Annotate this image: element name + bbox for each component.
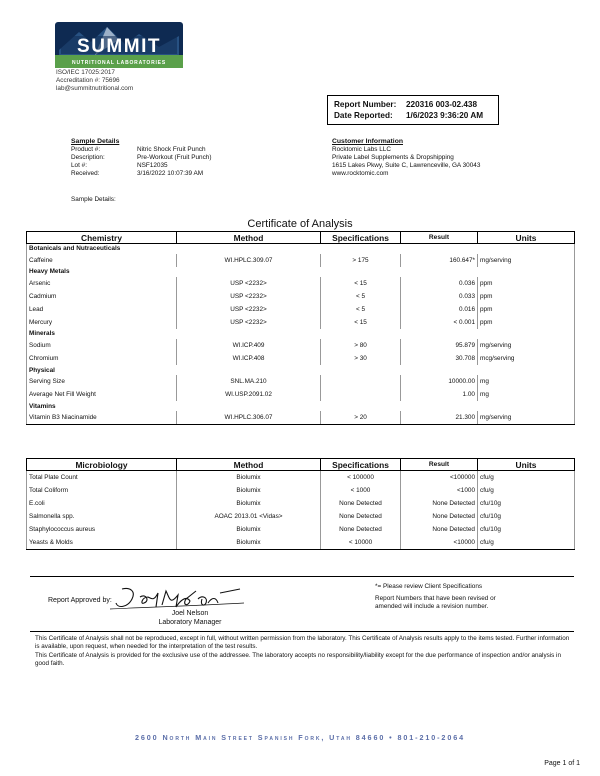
cell-name: E.coli xyxy=(27,497,177,510)
col-method: Method xyxy=(177,232,321,244)
cell-result: 30.708 xyxy=(401,352,478,365)
cell-result: 95.879 xyxy=(401,339,478,352)
cell-units: ppm xyxy=(478,290,575,303)
cell-name: Arsenic xyxy=(27,277,177,290)
sample-row xyxy=(71,146,211,154)
cell-method: USP <2232> xyxy=(177,277,321,290)
col-method: Method xyxy=(177,459,321,471)
logo-name: SUMMIT xyxy=(77,36,161,57)
customer-website[interactable]: www.rocktomic.com xyxy=(332,170,389,177)
category-label: Vitamins xyxy=(27,401,575,411)
cell-method: Biolumix xyxy=(177,497,321,510)
table-row xyxy=(27,523,575,536)
revision-note: Report Numbers that have been revised or amended will include a revision number. xyxy=(375,595,496,611)
table-row xyxy=(27,497,575,510)
cell-method: WI.HPLC.306.07 xyxy=(177,411,321,424)
cell-spec: < 5 xyxy=(321,303,401,316)
cell-result: 0.036 xyxy=(401,277,478,290)
table-row xyxy=(27,303,575,316)
sample-value: Nitric Shock Fruit Punch xyxy=(137,146,206,153)
cell-name: Chromium xyxy=(27,352,177,365)
sample-details xyxy=(71,138,211,178)
cell-units: mg/serving xyxy=(478,254,575,267)
cell-method: WI.HPLC.309.07 xyxy=(177,254,321,267)
footer-address: 2600 North Main Street Spanish Fork, Utah 84660 • 801-210-2064 xyxy=(134,733,466,742)
report-number: 220316 003-02.438 xyxy=(406,100,478,109)
table-row xyxy=(27,339,575,352)
cell-name: Serving Size xyxy=(27,375,177,388)
table-row xyxy=(27,411,575,424)
category-label: Physical xyxy=(27,365,575,375)
sample-key: Received: xyxy=(71,170,100,177)
date-reported: 1/6/2023 9:36:20 AM xyxy=(406,111,484,120)
coa-title: Certificate of Analysis xyxy=(247,218,353,230)
cell-name: Staphylococcus aureus xyxy=(27,523,177,536)
table-row xyxy=(27,290,575,303)
lab-info xyxy=(56,69,133,93)
cell-result: 10000.00 xyxy=(401,375,478,388)
table-row xyxy=(27,375,575,388)
category-label: Botanicals and Nutraceuticals xyxy=(27,244,575,254)
sample-key: Description: xyxy=(71,154,105,161)
category-row xyxy=(27,267,575,277)
cell-result: None Detected xyxy=(401,497,478,510)
cell-method: AOAC 2013.01 <Vidas> xyxy=(177,510,321,523)
customer-info-title: Customer Information xyxy=(332,138,403,145)
cell-spec xyxy=(321,375,401,388)
table-row xyxy=(27,471,575,484)
cell-units: cfu/g xyxy=(478,471,575,484)
iso-cert: ISO/IEC 17025:2017 xyxy=(56,69,115,76)
logo-tagline: NUTRITIONAL LABORATORIES xyxy=(72,60,166,66)
accreditation: Accreditation #: 75696 xyxy=(56,77,120,84)
col-result: Result xyxy=(401,459,478,471)
cell-units: cfu/g xyxy=(478,536,575,549)
cell-spec: None Detected xyxy=(321,497,401,510)
page-number: Page 1 of 1 xyxy=(544,760,580,767)
cell-method: WI.ICP.408 xyxy=(177,352,321,365)
category-row xyxy=(27,365,575,375)
customer-line: 1615 Lakes Pkwy, Suite C, Lawrenceville, GA 30043 xyxy=(332,162,481,169)
cell-spec: > 175 xyxy=(321,254,401,267)
sample-key: Lot #: xyxy=(71,162,87,169)
cell-spec xyxy=(321,388,401,401)
cell-result: 0.033 xyxy=(401,290,478,303)
sample-row xyxy=(71,170,211,178)
approver-role: Laboratory Manager xyxy=(158,618,222,626)
cell-name: Total Plate Count xyxy=(27,471,177,484)
client-spec-note: *= Please review Client Specifications xyxy=(375,583,483,590)
cell-name: Lead xyxy=(27,303,177,316)
divider xyxy=(30,576,574,577)
microbiology-header-row xyxy=(27,459,575,471)
sample-value: 3/16/2022 10:07:39 AM xyxy=(137,170,204,177)
cell-units: cfu/10g xyxy=(478,510,575,523)
cell-name: Total Coliform xyxy=(27,484,177,497)
sample-row xyxy=(71,154,211,162)
customer-line: Private Label Supplements & Dropshipping xyxy=(332,154,454,161)
cell-spec: > 30 xyxy=(321,352,401,365)
cell-name: Salmonella spp. xyxy=(27,510,177,523)
disclaimer xyxy=(35,635,570,669)
table-row xyxy=(27,484,575,497)
cell-result: None Detected xyxy=(401,510,478,523)
cell-method: Biolumix xyxy=(177,484,321,497)
cell-method: SNL.MA.210 xyxy=(177,375,321,388)
customer-info xyxy=(332,138,480,178)
cell-name: Sodium xyxy=(27,339,177,352)
cell-result: <100000 xyxy=(401,471,478,484)
cell-method: USP <2232> xyxy=(177,316,321,329)
cell-result: < 0.001 xyxy=(401,316,478,329)
cell-spec: < 5 xyxy=(321,290,401,303)
cell-spec: None Detected xyxy=(321,523,401,536)
cell-spec: > 20 xyxy=(321,411,401,424)
cell-name: Average Net Fill Weight xyxy=(27,388,177,401)
divider xyxy=(30,631,574,632)
table-row xyxy=(27,536,575,549)
category-row xyxy=(27,401,575,411)
cell-units: mg/serving xyxy=(478,339,575,352)
col-result: Result xyxy=(401,232,478,244)
cell-name: Yeasts & Molds xyxy=(27,536,177,549)
table-row xyxy=(27,254,575,267)
table-row xyxy=(27,510,575,523)
table-row xyxy=(27,352,575,365)
cell-units: mg xyxy=(478,375,575,388)
cell-spec: < 10000 xyxy=(321,536,401,549)
approver-name: Joel Nelson xyxy=(171,610,209,617)
cell-name: Caffeine xyxy=(27,254,177,267)
sample-row xyxy=(71,162,211,170)
col-microbiology: Microbiology xyxy=(27,459,177,471)
chemistry-table xyxy=(26,231,575,425)
cell-units: ppm xyxy=(478,316,575,329)
cell-name: Cadmium xyxy=(27,290,177,303)
cell-units: cfu/g xyxy=(478,484,575,497)
date-reported-label: Date Reported: xyxy=(334,111,393,120)
cell-result: 1.00 xyxy=(401,388,478,401)
col-chemistry: Chemistry xyxy=(27,232,177,244)
cell-result: 0.016 xyxy=(401,303,478,316)
cell-spec: > 80 xyxy=(321,339,401,352)
cell-result: 21.300 xyxy=(401,411,478,424)
cell-method: USP <2232> xyxy=(177,290,321,303)
cell-spec: < 1000 xyxy=(321,484,401,497)
chemistry-header-row xyxy=(27,232,575,244)
summit-logo xyxy=(55,22,183,68)
cell-result: 160.647* xyxy=(401,254,478,267)
cell-name: Vitamin B3 Niacinamide xyxy=(27,411,177,424)
cell-method: USP <2232> xyxy=(177,303,321,316)
cell-spec: < 15 xyxy=(321,277,401,290)
cell-method: WI.ICP.409 xyxy=(177,339,321,352)
customer-line: Rocktomic Labs LLC xyxy=(332,146,391,153)
cell-result: <10000 xyxy=(401,536,478,549)
cell-spec: < 100000 xyxy=(321,471,401,484)
cell-name: Mercury xyxy=(27,316,177,329)
category-label: Minerals xyxy=(27,329,575,339)
table-row xyxy=(27,316,575,329)
cell-spec: None Detected xyxy=(321,510,401,523)
cell-units: ppm xyxy=(478,303,575,316)
sample-value: Pre-Workout (Fruit Punch) xyxy=(137,154,212,161)
col-specifications: Specifications xyxy=(321,459,401,471)
report-number-label: Report Number: xyxy=(334,100,397,109)
cell-units: cfu/10g xyxy=(478,523,575,536)
category-row xyxy=(27,329,575,339)
category-row xyxy=(27,244,575,254)
cell-result: None Detected xyxy=(401,523,478,536)
cell-method: Biolumix xyxy=(177,523,321,536)
cell-spec: < 15 xyxy=(321,316,401,329)
cell-result: <1000 xyxy=(401,484,478,497)
cell-units: ppm xyxy=(478,277,575,290)
disclaimer-p2: This Certificate of Analysis is provided for the exclusive use of the addressee. The laboratory accepts no responsibility/liability except for the due performance of inspection and/or analysis in good faith. xyxy=(35,651,561,668)
category-label: Heavy Metals xyxy=(27,267,575,277)
col-specifications: Specifications xyxy=(321,232,401,244)
disclaimer-p1: This Certificate of Analysis shall not be reproduced, except in full, without written permission from the laboratory. This Certificate of Analysis results apply to the items tested. Further information is available, upon request, when needed for the interpretation of the test results. xyxy=(35,635,570,651)
cell-units: mcg/serving xyxy=(478,352,575,365)
table-row xyxy=(27,277,575,290)
col-units: Units xyxy=(478,232,575,244)
sample-details-title: Sample Details xyxy=(71,138,120,145)
cell-method: Biolumix xyxy=(177,471,321,484)
cell-units: cfu/10g xyxy=(478,497,575,510)
cell-method: WI.USP.2091.02 xyxy=(177,388,321,401)
notes xyxy=(375,583,535,612)
report-info-box xyxy=(327,95,499,125)
lab-email[interactable]: lab@summitnutritional.com xyxy=(56,85,134,92)
cell-method: Biolumix xyxy=(177,536,321,549)
sample-key: Product #: xyxy=(71,146,101,153)
cell-units: mg/serving xyxy=(478,411,575,424)
table-row xyxy=(27,388,575,401)
cell-units: mg xyxy=(478,388,575,401)
sample-details-label: Sample Details: xyxy=(71,196,116,203)
approver xyxy=(150,610,230,627)
col-units: Units xyxy=(478,459,575,471)
microbiology-table xyxy=(26,458,575,550)
approved-by-label: Report Approved by: xyxy=(48,597,112,604)
sample-value: NSF12035 xyxy=(137,162,168,169)
